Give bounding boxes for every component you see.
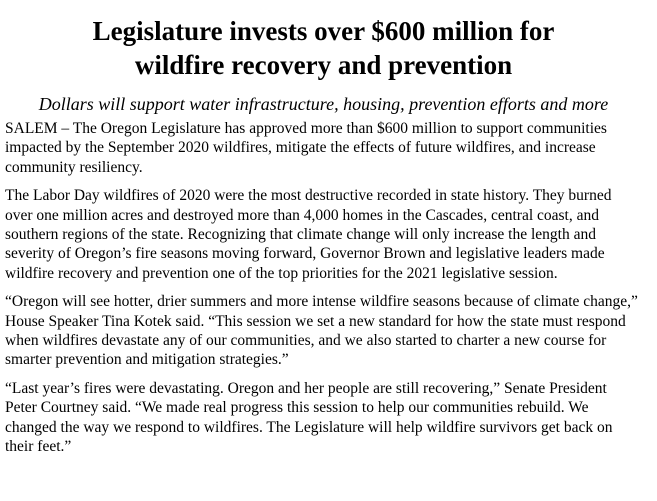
paragraph-background: The Labor Day wildfires of 2020 were the most destructive recorded in state history. They burned over one million acres and destroyed more than 4,000 homes in the Cascades, central coast, and southern regions of the state. Recognizing that climate change will only increase the length and severity of Oregon’s fire seasons moving forward, Governor Brown and legislative leaders made wildfire recovery and prevention one of the top priorities for the 2021 legislative session. [5,187,612,282]
subtitle: Dollars will support water infrastructure, housing, prevention efforts and more [38,94,609,114]
paragraph-intro: SALEM – The Oregon Legislature has approved more than $600 million to support communities impacted by the September 2020 wildfires, mitigate the effects of future wildfires, and increase community resiliency. [5,120,607,176]
headline-line-1: Legislature invests over $600 million for [92,16,555,46]
paragraph-senate-quote: “Last year’s fires were devastating. Oregon and her people are still recovering,” Senate President Peter Courtney said. “We made real progress this session to help our communities rebuild. We changed the way we respond to wildfires. The Legislature will help wildfire survivors get back on their feet.” [5,379,613,456]
headline [5,14,642,82]
headline-line-2: wildfire recovery and prevention [134,50,513,80]
paragraph-speaker-quote: “Oregon will see hotter, drier summers and more intense wildfire seasons because of climate change,” House Speaker Tina Kotek said. “This session we set a new standard for how the state must respond when wildfires devastate any of our communities, and we also started to charter a new course for smarter prevention and mitigation strategies.” [5,293,638,369]
